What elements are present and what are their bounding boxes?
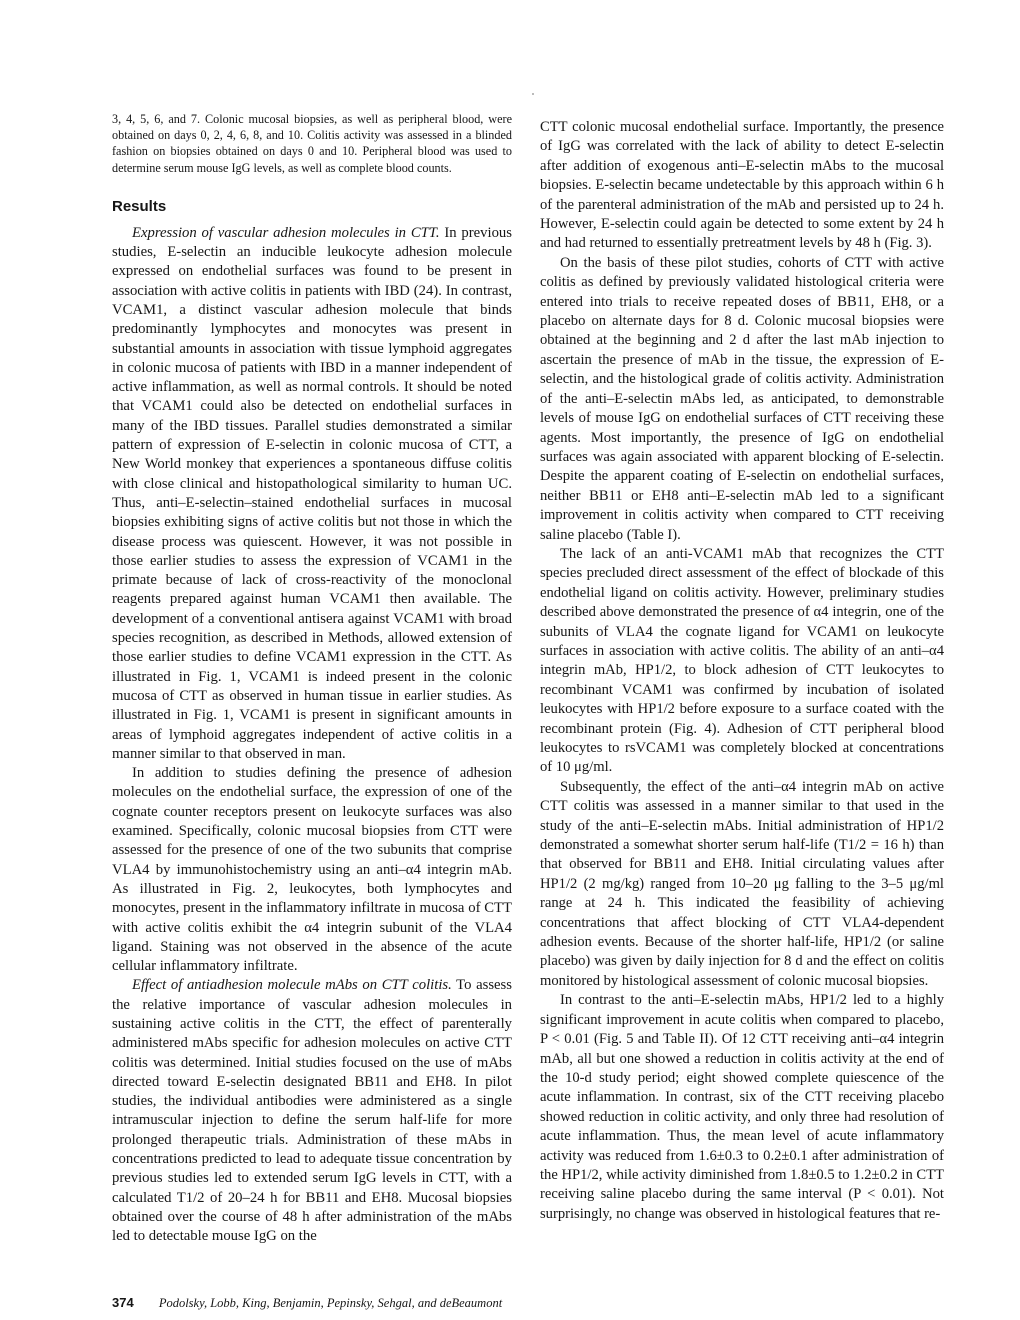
expression-text: In previous studies, E-selectin an inducible leukocyte adhesion molecule expressed on endothelial surfaces was found to be present in association with active colitis in patients with IBD (24). In contrast, VCAM1, a distinct vascular adhesion molecule that binds predominantly lymphocytes and monocytes was present in substantial amounts in association with tissue lymphoid aggregates in colonic mucosa of patients with IBD in a manner independent of active inflammation, as well as normal controls. It should be noted that VCAM1 could also be detected on endothelial surfaces in many of the IBD tissues. Parallel studies demonstrated a similar pattern of expression of E-selectin in colonic mucosa of CTT, a New World monkey that experiences a spontaneous diffuse colitis with close clinical and histopathological similarity to human UC. Thus, anti–E-selectin–stained endothelial surfaces in mucosal biopsies exhibiting signs of active colitis but not those in which the disease process was quiescent. However, it was not possible in those earlier studies to assess the expression of VCAM1 in the primate because of lack of cross-reactivity of the monoclonal reagents prepared against human VCAM1 then available. The development of a conventional antisera against VCAM1 with broad species recognition, as described in Methods, allowed extension of those earlier studies to define VCAM1 expression in the CTT. As illustrated in Fig. 1, VCAM1 is indeed present in the colonic mucosa of CTT as observed in human tissue in earlier studies. As illustrated in Fig. 1, VCAM1 is present in significant amounts in areas of lymphoid aggregates independent of active colitis in a manner similar to that observed in man. [112,224,512,762]
contrast-paragraph: In contrast to the anti–E-selectin mAbs, HP1/2 led to a highly significant improvement in acute colitis when compared to placebo, P < 0.01 (Fig. 5 and Table II). Of 12 CTT receiving anti–α4 integrin mAb, all but one showed a reduction in colitis activity at the end of the 10-d study period; eight showed complete quiescence of the acute inflammation. In contrast, six of the CTT receiving placebo showed reduction in colitic activity, and only three had resolution of acute inflammation. Thus, the mean level of acute inflammatory activity was reduced from 1.6±0.3 to 0.2±0.1 after administration of the HP1/2, while activity diminished from 1.8±0.5 to 1.2±0.2 in CTT receiving saline placebo during the same interval (P < 0.01). Not surprisingly, no change was observed in histological features that re- [540,992,944,1222]
effect-runin-heading: Effect of antiadhesion molecule mAbs on CTT colitis. [132,977,452,994]
pilot-cohorts-paragraph: On the basis of these pilot studies, cohorts of CTT with active colitis as defined by previously validated histological criteria were entered into trials to receive repeated doses of BB11, EH8, or a placebo on alternate days for 8 d. Colonic mucosal biopsies were obtained at the beginning and 2 d after the last mAb injection to ascertain the presence of mAb in the tissue, the expression of E-selectin, and the histological grade of colitis activity. Administration of the anti–E-selectin mAbs led, as anticipated, to demonstrable levels of mouse IgG on endothelial surfaces of CTT receiving these agents. Most importantly, the presence of IgG on endothelial surfaces was again associated with apparent blocking of E-selectin. Despite the apparent coating of E-selectin on endothelial surfaces, neither BB11 or EH8 anti–E-selectin mAb led to a significant improvement in colitis activity when compared to CTT receiving saline placebo (Table I). [540,254,944,543]
page-footer [112,1295,502,1311]
expression-paragraph [112,224,512,764]
effect-text: To assess the relative importance of vascular adhesion molecules in sustaining active colitis in the CTT, the effect of parenterally administered mAbs specific for adhesion molecules on active CTT colitis was determined. Initial studies focused on the use of mAbs directed toward E-selectin designated BB11 and EH8. In pilot studies, the individual antibodies were administered as a single intramuscular injection to define the serum half-life for more prolonged therapeutic trials. Administration of these mAbs in concentrations predicted to lead to adequate tissue concentration by previous studies led to extended serum IgG levels in CTT, with a calculated T1/2 of 20–24 h for BB11 and EH8. Mucosal biopsies obtained over the course of 48 h after administration of the mAbs led to detectable mouse IgG on the [112,977,512,1245]
expression-runin-heading: Expression of vascular adhesion molecules in CTT. [132,224,440,241]
subsequently-paragraph: Subsequently, the effect of the anti–α4 integrin mAb on active CTT colitis was assessed in a manner similar to that used in the study of the anti–E-selectin mAbs. Initial administration of HP1/2 demonstrated a somewhat shorter serum half-life (T1/2 = 16 h) than that observed for BB11 and EH8. Initial circulating values after HP1/2 (2 mg/kg) ranged from 10–20 μg falling to the 3–5 μg/ml range at 24 h. This indicated the feasibility of achieving concentrations that affect blocking of CTT VLA4-dependent adhesion events. Because of the shorter half-life, HP1/2 (or saline placebo) was given by daily injection for 8 d and the effect on colitis monitored by histological assessment of colonic mucosal biopsies. [540,778,944,989]
vcam-paragraph: The lack of an anti-VCAM1 mAb that recognizes the CTT species precluded direct assessment of the effect of blockade of this endothelial ligand on colitis activity. However, preliminary studies described above demonstrated the presence of α4 integrin, one of the subunits of VLA4 the cognate ligand for VCAM1 on leukocyte surfaces in association with active colitis. The ability of an anti–α4 integrin mAb, HP1/2, to block adhesion of CTT leukocytes to recombinant VCAM1 was confirmed by incubation of isolated leukocytes with HP1/2 before exposure to a surface coated with the recombinant protein (Fig. 4). Adhesion of CTT peripheral blood leukocytes to rsVCAM1 was completely blocked at concentrations of 10 μg/ml. [540,545,944,776]
scan-speck [532,93,534,95]
effect-paragraph [112,976,512,1246]
continuation-paragraph: CTT colonic mucosal endothelial surface. Importantly, the presence of IgG was correlated with the lack of ability to detect E-selectin after addition of exogenous anti–E-selectin mAbs to the mucosal biopsies. E-selectin became undetectable by this approach within 6 h of the parenteral administration of the mAb and persisted up to 24 h. However, E-selectin could again be detected to some extent by 24 h and had returned to essentially pretreatment levels by 48 h (Fig. 3). [540,119,944,252]
methods-tail-paragraph: 3, 4, 5, 6, and 7. Colonic mucosal biopsies, as well as peripheral blood, were obtained on days 0, 2, 4, 6, 8, and 10. Colitis activity was assessed in a blinded fashion on biopsies obtained on days 0 and 10. Peripheral blood was used to determine serum mouse IgG levels, as well as complete blood counts. [112,112,512,175]
results-heading: Results [112,197,167,215]
left-column [112,111,512,1247]
page-number: 374 [112,1295,134,1310]
running-authors: Podolsky, Lobb, King, Benjamin, Pepinsky, Sehgal, and deBeaumont [158,1296,503,1310]
right-column [540,118,944,1224]
integrin-paragraph: In addition to studies defining the presence of adhesion molecules on the endothelial surface, the expression of one of the cognate counter receptors present on leukocyte surfaces was also examined. Specifically, colonic mucosal biopsies from CTT were assessed for the presence of one of the two subunits that comprise VLA4 by immunohistochemistry using an anti–α4 integrin mAb. As illustrated in Fig. 2, leukocytes, both lymphocytes and monocytes, present in the inflammatory infiltrate in mucosa of CTT with active colitis exhibit the α4 integrin subunit of the VLA4 ligand. Staining was not observed in the absence of the acute cellular inflammatory infiltrate. [112,765,512,975]
